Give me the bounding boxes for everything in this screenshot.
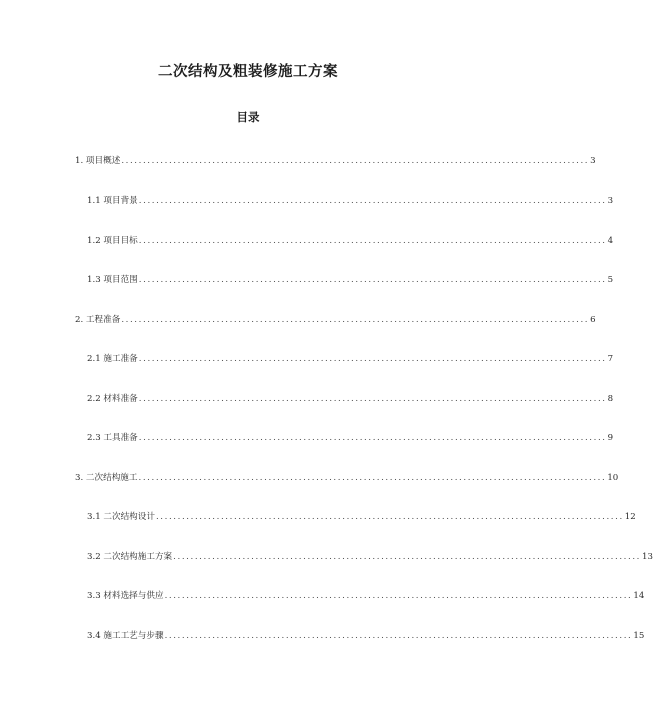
toc-entry[interactable] [87,194,614,208]
toc-entry-page: 12 [624,512,636,522]
toc-entry-label: 2.2 材料准备 [87,394,138,404]
toc-entry-label: 3. 二次结构施工 [75,473,138,483]
toc-entry-label: 1.2 项目目标 [87,236,138,246]
toc-entry-page: 3 [607,196,614,206]
toc-leader-dots: ............................................................................................................ [138,394,607,404]
toc-entry-page: 8 [607,394,614,404]
toc-entry-label: 3.4 施工工艺与步骤 [87,631,164,641]
toc-entry[interactable] [87,431,614,445]
toc-leader-dots: ............................................................................................................ [155,512,624,522]
toc-entry-page: 6 [590,315,596,325]
toc-entry-page: 5 [607,275,614,285]
toc-entry[interactable] [75,471,619,485]
toc-leader-dots: ............................................................................................................ [138,196,607,206]
toc-entry-page: 7 [607,354,614,364]
toc-entry-label: 3.2 二次结构施工方案 [87,552,173,562]
toc-entry-label: 2.1 施工准备 [87,354,138,364]
toc-entry-page: 14 [633,591,645,601]
toc-leader-dots: ............................................................................................................ [138,275,607,285]
toc-entry-page: 10 [607,473,619,483]
toc-heading: 目录 [236,110,260,124]
toc-entry-label: 3.1 二次结构设计 [87,512,155,522]
toc-entry-label: 2.3 工具准备 [87,433,138,443]
toc-leader-dots: ............................................................................................................ [121,315,590,325]
toc-leader-dots: ............................................................................................................ [138,354,607,364]
toc-leader-dots: ............................................................................................................ [121,156,590,166]
toc-entry-page: 15 [633,631,645,641]
toc-entry[interactable] [87,273,614,287]
toc-entry-label: 2. 工程准备 [75,315,121,325]
toc-leader-dots: ............................................................................................................ [138,473,607,483]
toc-entry[interactable] [87,629,645,643]
toc-entry[interactable] [87,234,614,248]
toc-entry-label: 1.1 项目背景 [87,196,138,206]
toc-leader-dots: ............................................................................................................ [164,591,633,601]
toc-entry[interactable] [75,313,596,327]
toc-leader-dots: ............................................................................................................ [138,236,607,246]
toc-entry[interactable] [87,589,645,603]
toc-entry-label: 3.3 材料选择与供应 [87,591,164,601]
toc-entry-label: 1.3 项目范围 [87,275,138,285]
toc-entry[interactable] [87,392,614,406]
toc-leader-dots: ............................................................................................................ [173,552,641,562]
toc-leader-dots: ............................................................................................................ [164,631,633,641]
toc-entry-page: 3 [590,156,596,166]
document-title: 二次结构及粗装修施工方案 [158,64,338,80]
toc-entry-label: 1. 项目概述 [75,156,121,166]
toc-entry[interactable] [87,550,653,564]
toc-entry-page: 9 [607,433,614,443]
toc-entry[interactable] [87,510,636,524]
toc-leader-dots: ............................................................................................................ [138,433,607,443]
toc-entry-page: 4 [607,236,614,246]
toc-entry[interactable] [87,352,614,366]
toc-entry-page: 13 [641,552,653,562]
toc-entry[interactable] [75,154,596,168]
